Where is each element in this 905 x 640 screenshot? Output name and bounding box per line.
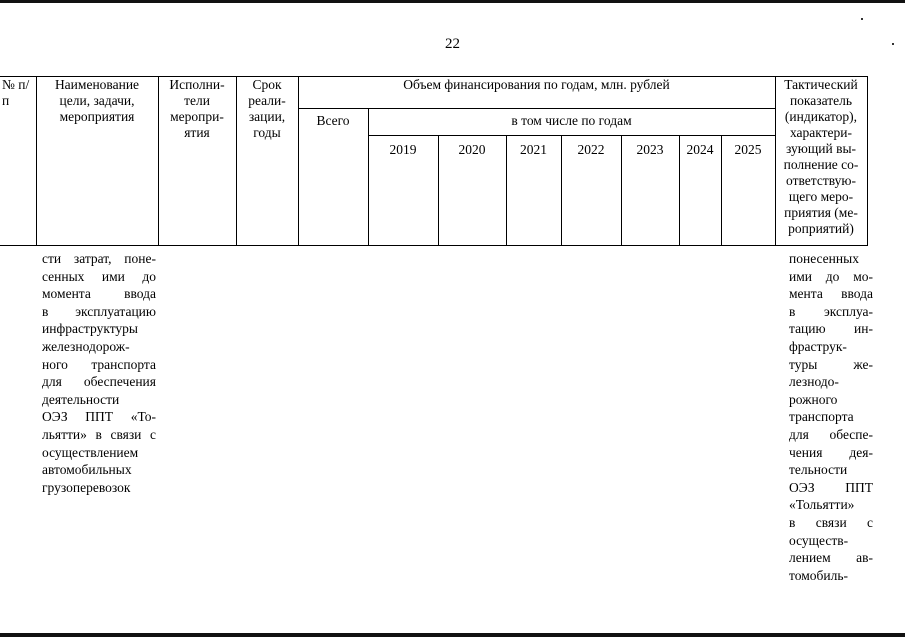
header-year: 2023: [621, 136, 679, 246]
header-including-years: в том числе по годам: [368, 109, 775, 136]
text-line: железнодорож-: [42, 338, 130, 354]
text-line: ими до мо-: [789, 268, 873, 284]
header-col-term: Срок реали-зации, годы: [236, 77, 298, 246]
table-header: [0, 76, 868, 246]
text-line: в связи с: [789, 514, 873, 530]
page-number: 22: [445, 36, 460, 52]
header-col-executors: Исполни-тели меропри-ятия: [158, 77, 236, 246]
text-line: лезнодо-: [789, 374, 839, 390]
header-col-name: Наименование цели, задачи, мероприятия: [36, 77, 158, 246]
text-line: осуществ-: [789, 532, 849, 548]
text-line: понесенных: [789, 251, 859, 266]
bottom-border: [0, 633, 905, 637]
text-line: тельности: [789, 462, 848, 478]
text-line: момента ввода: [42, 286, 156, 302]
header-col-number: № п/п: [0, 77, 36, 246]
text-line: ОЭЗ ППТ «То-: [42, 409, 156, 425]
text-line: грузоперевозок: [42, 479, 131, 495]
text-line: туры же-: [789, 356, 873, 372]
header-year: 2025: [721, 136, 775, 246]
top-border: [0, 0, 905, 3]
text-line: фраструк-: [789, 338, 847, 354]
text-line: в эксплуа-: [789, 303, 873, 319]
header-year: 2022: [561, 136, 621, 246]
text-line: сти затрат, поне-: [42, 251, 156, 266]
text-line: сенных ими до: [42, 268, 156, 284]
scan-speck: [861, 18, 863, 20]
text-line: для обеспечения: [42, 374, 156, 390]
text-line: мента ввода: [789, 286, 873, 302]
header-col-indicator: Тактический показатель (индикатор), характери-зующий вы-полнение со-ответствую-щего меро-приятия (ме-роприятий): [775, 77, 867, 246]
text-line: тацию ин-: [789, 321, 873, 337]
continuation-name-cell: [42, 250, 156, 496]
text-line: в эксплуатацию: [42, 303, 156, 319]
text-line: инфраструктуры: [42, 321, 138, 337]
text-line: осуществлением: [42, 444, 139, 460]
text-line: томобиль-: [789, 567, 848, 583]
text-line: ОЭЗ ППТ: [789, 479, 873, 495]
text-line: «Тольятти»: [789, 497, 855, 513]
text-line: для обеспе-: [789, 426, 873, 442]
header-year: 2024: [679, 136, 721, 246]
text-line: чения дея-: [789, 444, 873, 460]
header-year: 2021: [506, 136, 561, 246]
header-year: 2019: [368, 136, 438, 246]
continuation-indicator-cell: [789, 250, 873, 584]
text-line: деятельности: [42, 391, 120, 407]
text-line: лением ав-: [789, 550, 873, 566]
header-financing: Объем финансирования по годам, млн. рублей: [298, 77, 775, 109]
text-line: автомобильных: [42, 462, 132, 478]
header-year: 2020: [438, 136, 506, 246]
text-line: льятти» в связи с: [42, 426, 156, 442]
text-line: транспорта: [789, 409, 854, 425]
header-col-total: Всего: [298, 109, 368, 246]
text-line: рожного: [789, 391, 838, 407]
text-line: ного транспорта: [42, 356, 156, 372]
